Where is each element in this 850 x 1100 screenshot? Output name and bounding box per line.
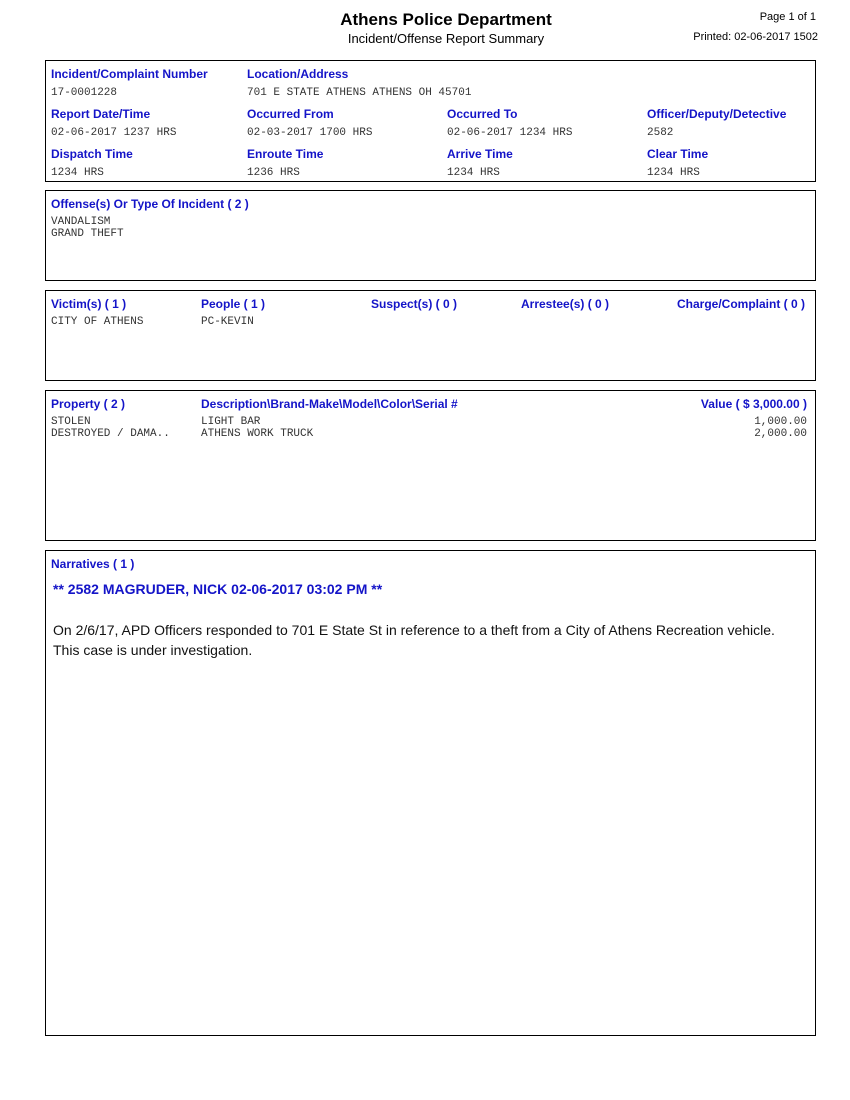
report-date-value: 02-06-2017 1237 HRS [51,127,177,139]
property-value: 1,000.00 [754,416,807,428]
offense-item: GRAND THEFT [51,228,124,240]
incident-info-box [45,60,816,182]
people-label: People ( 1 ) [201,297,266,311]
property-box [45,390,816,541]
dispatch-time-label: Dispatch Time [51,147,133,161]
clear-time-label: Clear Time [647,147,709,161]
offense-item: VANDALISM [51,216,111,228]
occurred-to-value: 02-06-2017 1234 HRS [447,127,573,139]
location-value: 701 E STATE ATHENS ATHENS OH 45701 [247,87,472,99]
printed-date: Printed: 02-06-2017 1502 [693,31,818,43]
location-label: Location/Address [247,67,349,81]
occurred-to-label: Occurred To [447,107,518,121]
arrive-time-label: Arrive Time [447,147,513,161]
narratives-box [45,550,816,1036]
victims-label: Victim(s) ( 1 ) [51,297,127,311]
offenses-label: Offense(s) Or Type Of Incident ( 2 ) [51,197,249,211]
dispatch-time-value: 1234 HRS [51,167,104,179]
enroute-time-label: Enroute Time [247,147,324,161]
arrestees-label: Arrestee(s) ( 0 ) [521,297,610,311]
property-description-label: Description\Brand-Make\Model\Color\Serial # [201,397,458,411]
incident-number: 17-0001228 [51,87,118,99]
property-description: ATHENS WORK TRUCK [201,428,314,440]
property-status: DESTROYED / DAMA.. [51,428,170,440]
arrive-time-value: 1234 HRS [447,167,500,179]
incident-number-label: Incident/Complaint Number [51,67,208,81]
narratives-label: Narratives ( 1 ) [51,557,135,571]
victim-value: CITY OF ATHENS [51,316,144,328]
property-value-label: Value ( $ 3,000.00 ) [700,397,807,411]
occurred-from-value: 02-03-2017 1700 HRS [247,127,373,139]
narrative-text-line-1: On 2/6/17, APD Officers responded to 701 E State St in reference to a theft from a City of Athens Recreation vehicle. [53,622,775,638]
page-indicator: Page 1 of 1 [759,11,816,23]
occurred-from-label: Occurred From [247,107,334,121]
report-date-label: Report Date/Time [51,107,151,121]
person-value: PC-KEVIN [201,316,254,328]
property-status: STOLEN [51,416,91,428]
suspects-label: Suspect(s) ( 0 ) [371,297,458,311]
report-subtitle: Incident/Offense Report Summary [347,31,545,46]
charges-label: Charge/Complaint ( 0 ) [676,297,805,311]
property-description: LIGHT BAR [201,416,261,428]
offenses-box [45,190,816,281]
officer-value: 2582 [647,127,674,139]
clear-time-value: 1234 HRS [647,167,700,179]
narrative-heading: ** 2582 MAGRUDER, NICK 02-06-2017 03:02 PM ** [53,581,383,597]
report-title: Athens Police Department [340,10,552,29]
officer-label: Officer/Deputy/Detective [647,107,787,121]
property-value: 2,000.00 [754,428,807,440]
enroute-time-value: 1236 HRS [247,167,300,179]
parties-box [45,290,816,381]
property-label: Property ( 2 ) [51,397,126,411]
narrative-text-line-2: This case is under investigation. [53,642,253,658]
